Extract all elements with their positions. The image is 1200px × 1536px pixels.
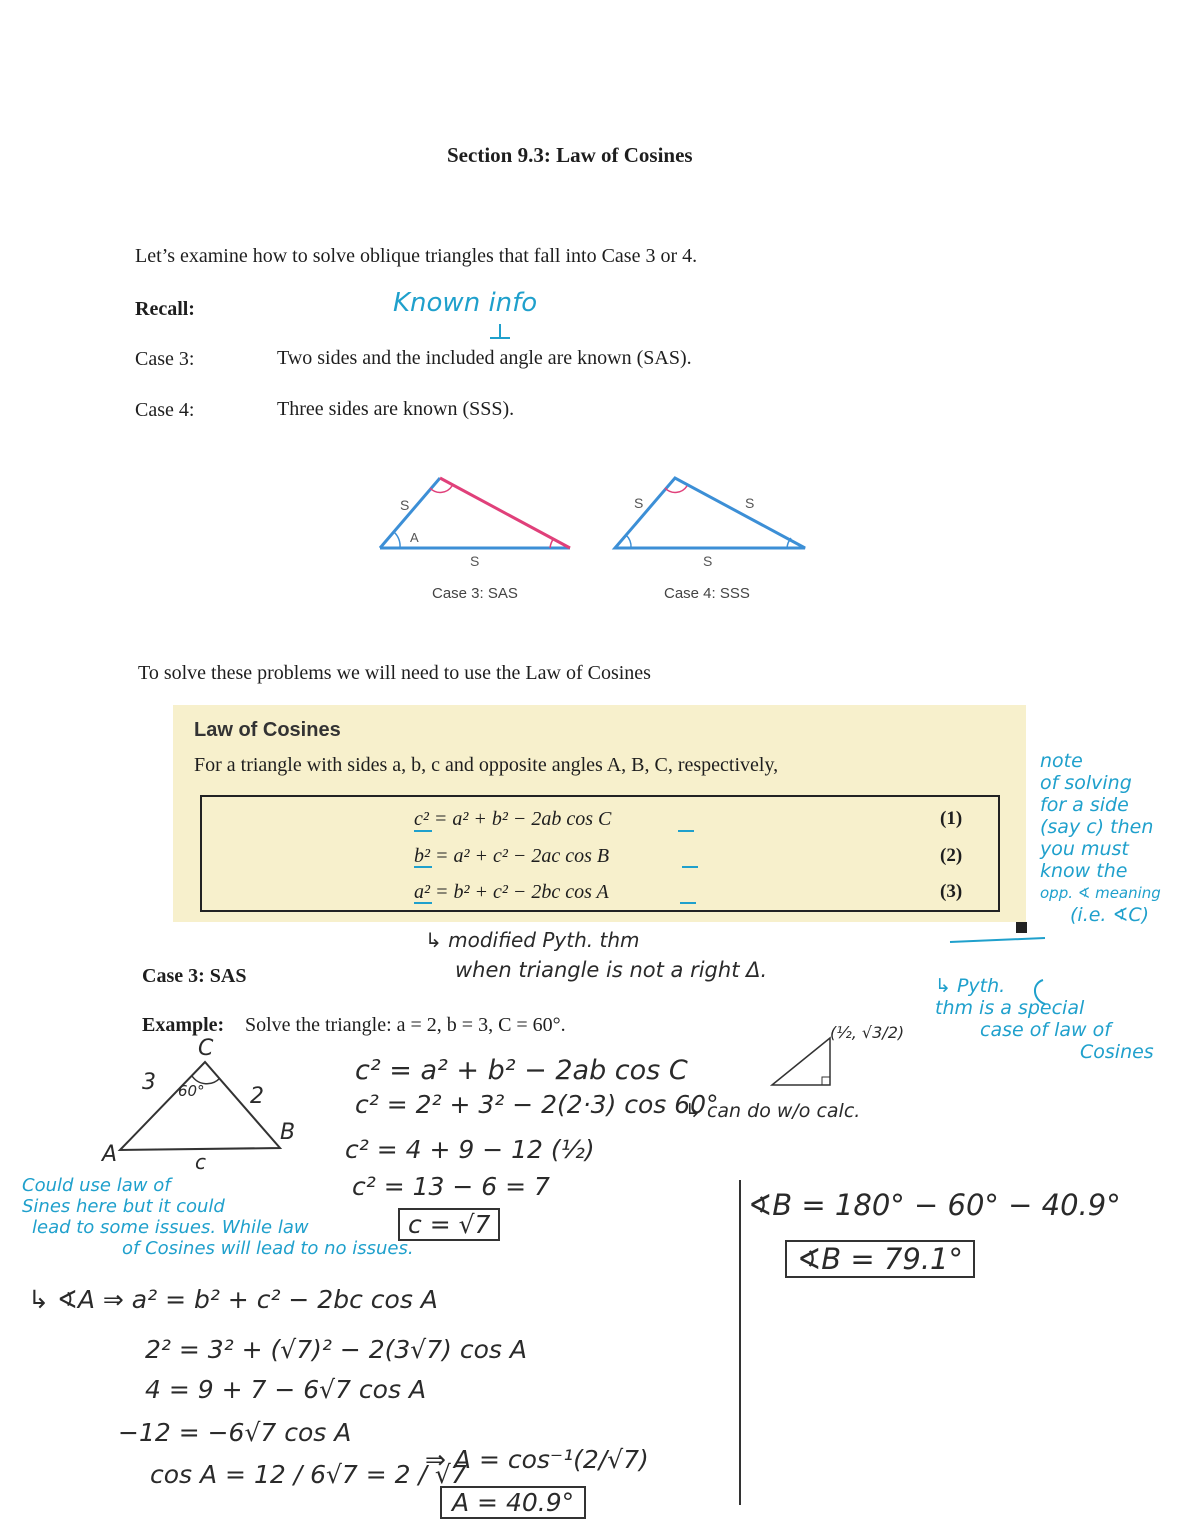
- law-of-sines-note-line: Sines here but it could: [22, 1196, 225, 1217]
- sas-angle-label: A: [410, 530, 419, 545]
- law-of-sines-note-line: Could use law of: [22, 1175, 171, 1196]
- known-info-note: Known info: [393, 288, 538, 318]
- case3-heading: Case 3: SAS: [142, 965, 247, 987]
- example-text: Solve the triangle: a = 2, b = 3, C = 60°.: [245, 1014, 566, 1036]
- work-a-line-1: ↳ ∢A ⇒ a² = b² + c² − 2bc cos A: [28, 1285, 438, 1314]
- side-note-line: (i.e. ∢C): [1070, 904, 1150, 926]
- sss-triangle: [605, 470, 815, 560]
- sas-side-label-left: S: [400, 497, 410, 513]
- side-note-line: note: [1040, 750, 1083, 772]
- law-equation-2-number: (2): [940, 845, 963, 866]
- side-note-line: know the: [1040, 860, 1128, 882]
- sketch-side-a: 2: [250, 1084, 264, 1109]
- sss-side-label-left: S: [634, 495, 644, 511]
- sss-side-label-right: S: [745, 495, 755, 511]
- sketch-side-b: 3: [142, 1070, 156, 1095]
- sas-caption: Case 3: SAS: [432, 585, 518, 602]
- law-of-sines-note-line: of Cosines will lead to no issues.: [122, 1238, 414, 1259]
- work-b-separator: [735, 1180, 745, 1510]
- sketch-vertex-b: B: [280, 1120, 296, 1145]
- work-a-line-2: 2² = 3² + (√7)² − 2(3√7) cos A: [145, 1335, 527, 1364]
- side-note-line: for a side: [1040, 794, 1129, 816]
- result-a-box: A = 40.9°: [440, 1486, 586, 1519]
- modified-note-line-2: when triangle is not a right Δ.: [455, 958, 768, 982]
- work-c-line-2: c² = 2² + 3² − 2(2·3) cos 60°: [355, 1090, 719, 1119]
- sketch-vertex-c: C: [198, 1036, 214, 1061]
- sketch-vertex-a: A: [102, 1142, 118, 1167]
- sas-side-label-bottom: S: [470, 553, 480, 569]
- recall-label: Recall:: [135, 298, 195, 320]
- work-b-result: ∢B = 79.1°: [785, 1240, 975, 1278]
- law-box-heading: Law of Cosines: [194, 719, 341, 741]
- work-a-line-5: cos A = 12 / 6√7 = 2 / √7: [150, 1460, 467, 1489]
- case-3-text: Two sides and the included angle are known (SAS).: [277, 347, 692, 369]
- case-3-label: Case 3:: [135, 348, 195, 370]
- sketch-side-c: c: [195, 1150, 206, 1174]
- side-note: [1040, 750, 1161, 926]
- case-4-label: Case 4:: [135, 399, 195, 421]
- side-note-line: (say c) then: [1040, 816, 1154, 838]
- pythag-note-line: ↳ Pyth.: [935, 975, 1006, 997]
- work-c-line-4: c² = 13 − 6 = 7: [352, 1172, 550, 1201]
- work-b-line-1: ∢B = 180° − 60° − 40.9°: [748, 1188, 1121, 1222]
- law-of-sines-note-line: lead to some issues. While law: [32, 1217, 309, 1238]
- lead-in-text: To solve these problems we will need to use the Law of Cosines: [138, 662, 651, 684]
- pythag-note-line: Cosines: [1080, 1041, 1154, 1063]
- sketch-angle: 60°: [178, 1082, 205, 1100]
- work-c-result: c = √7: [398, 1208, 500, 1241]
- law-box-description: For a triangle with sides a, b, c and opposite angles A, B, C, respectively,: [194, 754, 779, 776]
- known-info-arrow: [480, 322, 520, 342]
- page-title: Section 9.3: Law of Cosines: [447, 143, 693, 167]
- scan-mark: [1016, 922, 1027, 933]
- law-equation-2: b² = a² + c² − 2ac cos B: [414, 845, 610, 867]
- law-of-sines-note: [22, 1175, 414, 1259]
- law-equation-underlines: [410, 825, 710, 905]
- work-c-line-1: c² = a² + b² − 2ab cos C: [355, 1055, 688, 1086]
- law-equation-1: c² = a² + b² − 2ab cos C: [414, 808, 612, 830]
- sss-side-label-bottom: S: [703, 553, 713, 569]
- sss-caption: Case 4: SSS: [664, 585, 750, 602]
- case-4-text: Three sides are known (SSS).: [277, 398, 515, 420]
- law-equation-1-number: (1): [940, 808, 963, 829]
- calc-note: ↳ can do w/o calc.: [685, 1100, 861, 1122]
- work-a-line-3: 4 = 9 + 7 − 6√7 cos A: [145, 1375, 427, 1404]
- side-note-line: you must: [1040, 838, 1129, 860]
- small-right-triangle: [770, 1030, 840, 1090]
- result-a-line-1: ⇒ A = cos⁻¹(2/√7): [425, 1445, 649, 1474]
- law-equation-3-number: (3): [940, 881, 963, 902]
- side-note-line: of solving: [1040, 772, 1132, 794]
- unit-circle-note: (½, √3/2): [830, 1023, 905, 1042]
- sas-triangle: [370, 470, 590, 560]
- example-label: Example:: [142, 1014, 225, 1036]
- pythag-note-line: case of law of: [980, 1019, 1111, 1041]
- intro-text: Let’s examine how to solve oblique triangles that fall into Case 3 or 4.: [135, 245, 698, 267]
- modified-note-line-1: ↳ modified Pyth. thm: [425, 928, 640, 952]
- pythag-note: [935, 975, 1154, 1063]
- work-c-line-3: c² = 4 + 9 − 12 (½): [345, 1135, 595, 1164]
- law-equation-3: a² = b² + c² − 2bc cos A: [414, 881, 609, 903]
- side-note-line: opp. ∢ meaning: [1040, 884, 1161, 902]
- work-a-line-4: −12 = −6√7 cos A: [118, 1418, 352, 1447]
- pythag-note-line: thm is a special: [935, 997, 1085, 1019]
